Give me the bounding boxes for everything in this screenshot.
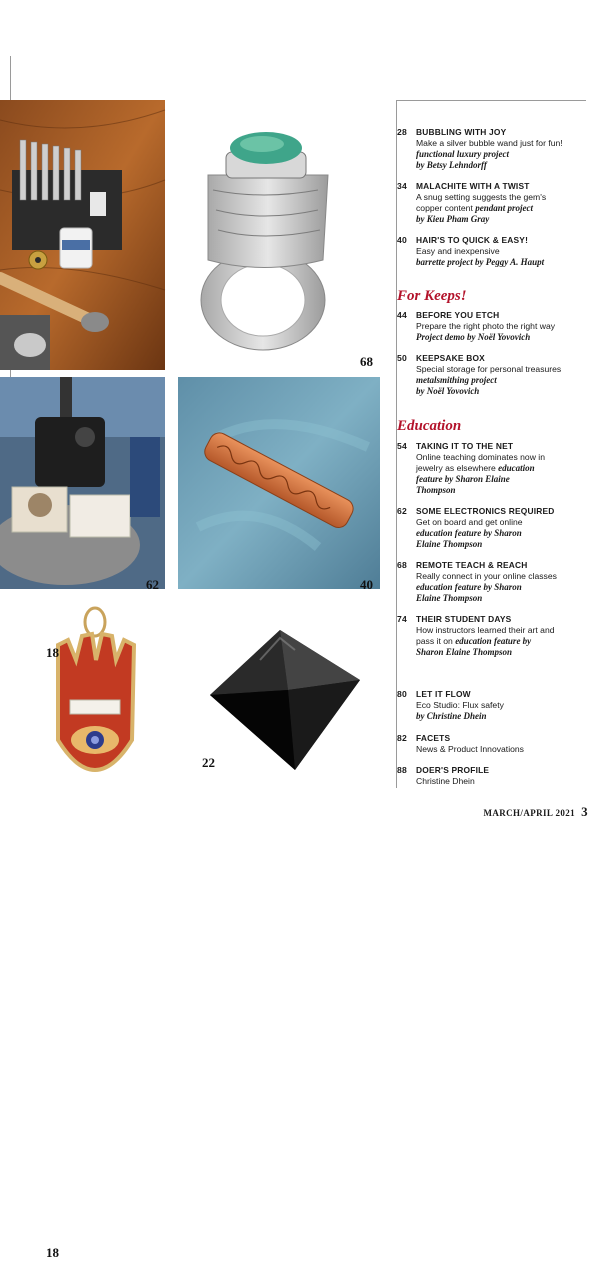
entry-title: FACETS xyxy=(416,733,451,743)
hamsa-page-label: 18 xyxy=(46,1245,59,1260)
entry-byline: education xyxy=(498,463,535,473)
entry-title: BUBBLING WITH JOY xyxy=(416,127,507,137)
entry-title: MALACHITE WITH A TWIST xyxy=(416,181,530,191)
entry-page-number: 50 xyxy=(397,353,407,363)
entry-title: KEEPSAKE BOX xyxy=(416,353,485,363)
table-of-contents xyxy=(397,0,597,833)
entry-byline: by Noël Yovovich xyxy=(416,386,480,396)
entry-byline: by Christine Dhein xyxy=(416,711,487,721)
section-heading-education: Education xyxy=(397,418,462,434)
entry-page-number: 88 xyxy=(397,765,407,775)
entry-page-number: 44 xyxy=(397,310,407,320)
entry-byline: education feature by xyxy=(455,636,532,646)
entry-description: News & Product Innovations xyxy=(416,744,524,754)
entry-title: THEIR STUDENT DAYS xyxy=(416,614,512,624)
entry-byline: Elaine Thompson xyxy=(416,593,483,603)
onyx-photo xyxy=(200,620,380,780)
bench-photo xyxy=(0,377,165,592)
entry-byline: education feature by Sharon xyxy=(416,528,522,538)
hamsa-photo xyxy=(0,600,180,1260)
entry-title: TAKING IT TO THE NET xyxy=(416,441,514,451)
page-footer xyxy=(483,804,588,820)
onyx-page-label: 22 xyxy=(202,755,215,770)
entry-byline: education feature by Sharon xyxy=(416,582,522,592)
entry-title: REMOTE TEACH & REACH xyxy=(416,560,528,570)
entry-byline: Sharon Elaine Thompson xyxy=(416,647,513,657)
section-heading-for-keeps: For Keeps! xyxy=(397,288,467,304)
entry-description: Really connect in your online classes xyxy=(416,571,557,581)
entry-page-number: 40 xyxy=(397,235,407,245)
entry-title: BEFORE YOU ETCH xyxy=(416,310,500,320)
issue-date: MARCH/APRIL 2021 xyxy=(483,808,576,818)
entry-description: pass it on xyxy=(416,636,453,646)
entry-page-number: 68 xyxy=(397,560,407,570)
entry-description: A snug setting suggests the gem's xyxy=(416,192,547,202)
entry-byline: pendant project xyxy=(475,203,533,213)
page-number: 3 xyxy=(581,804,588,819)
tools-photo xyxy=(0,100,165,370)
barrette-page-label: 40 xyxy=(360,577,373,592)
entry-description: Easy and inexpensive xyxy=(416,246,500,256)
entry-description: Special storage for personal treasures xyxy=(416,364,562,374)
entry-page-number: 34 xyxy=(397,181,407,191)
entry-byline: barrette project by Peggy A. Haupt xyxy=(416,257,545,267)
entry-title: LET IT FLOW xyxy=(416,689,471,699)
entry-description: Online teaching dominates now in xyxy=(416,452,545,462)
entry-title: SOME ELECTRONICS REQUIRED xyxy=(416,506,555,516)
entry-description: How instructors learned their art and xyxy=(416,625,555,635)
entry-page-number: 62 xyxy=(397,506,407,516)
ring-page-label: 68 xyxy=(360,354,373,369)
entry-description: Get on board and get online xyxy=(416,517,523,527)
entry-description: Prepare the right photo the right way xyxy=(416,321,556,331)
hamsa-page-label-display: 18 xyxy=(46,645,59,660)
entry-byline: by Betsy Lehndorff xyxy=(416,160,487,170)
entry-byline: feature by Sharon Elaine xyxy=(416,474,510,484)
entry-description: Make a silver bubble wand just for fun! xyxy=(416,138,563,148)
entry-byline: by Kieu Pham Gray xyxy=(416,214,490,224)
entry-page-number: 82 xyxy=(397,733,407,743)
entry-byline: Elaine Thompson xyxy=(416,539,483,549)
entry-description: Eco Studio: Flux safety xyxy=(416,700,504,710)
entry-byline: metalsmithing project xyxy=(416,375,497,385)
ring-photo xyxy=(178,100,380,370)
entry-byline: Project demo by Noël Yovovich xyxy=(416,332,531,342)
entry-description: Christine Dhein xyxy=(416,776,475,786)
entry-description: jewelry as elsewhere xyxy=(416,463,496,473)
entry-title: DOER'S PROFILE xyxy=(416,765,490,775)
entry-description: copper content xyxy=(416,203,473,213)
entry-page-number: 80 xyxy=(397,689,407,699)
entry-byline: Thompson xyxy=(416,485,456,495)
entry-page-number: 54 xyxy=(397,441,407,451)
barrette-photo xyxy=(178,377,380,592)
entry-byline: functional luxury project xyxy=(416,149,510,159)
entry-page-number: 28 xyxy=(397,127,407,137)
entry-title: HAIR'S TO QUICK & EASY! xyxy=(416,235,529,245)
bench-page-label: 62 xyxy=(146,577,159,592)
entry-page-number: 74 xyxy=(397,614,407,624)
